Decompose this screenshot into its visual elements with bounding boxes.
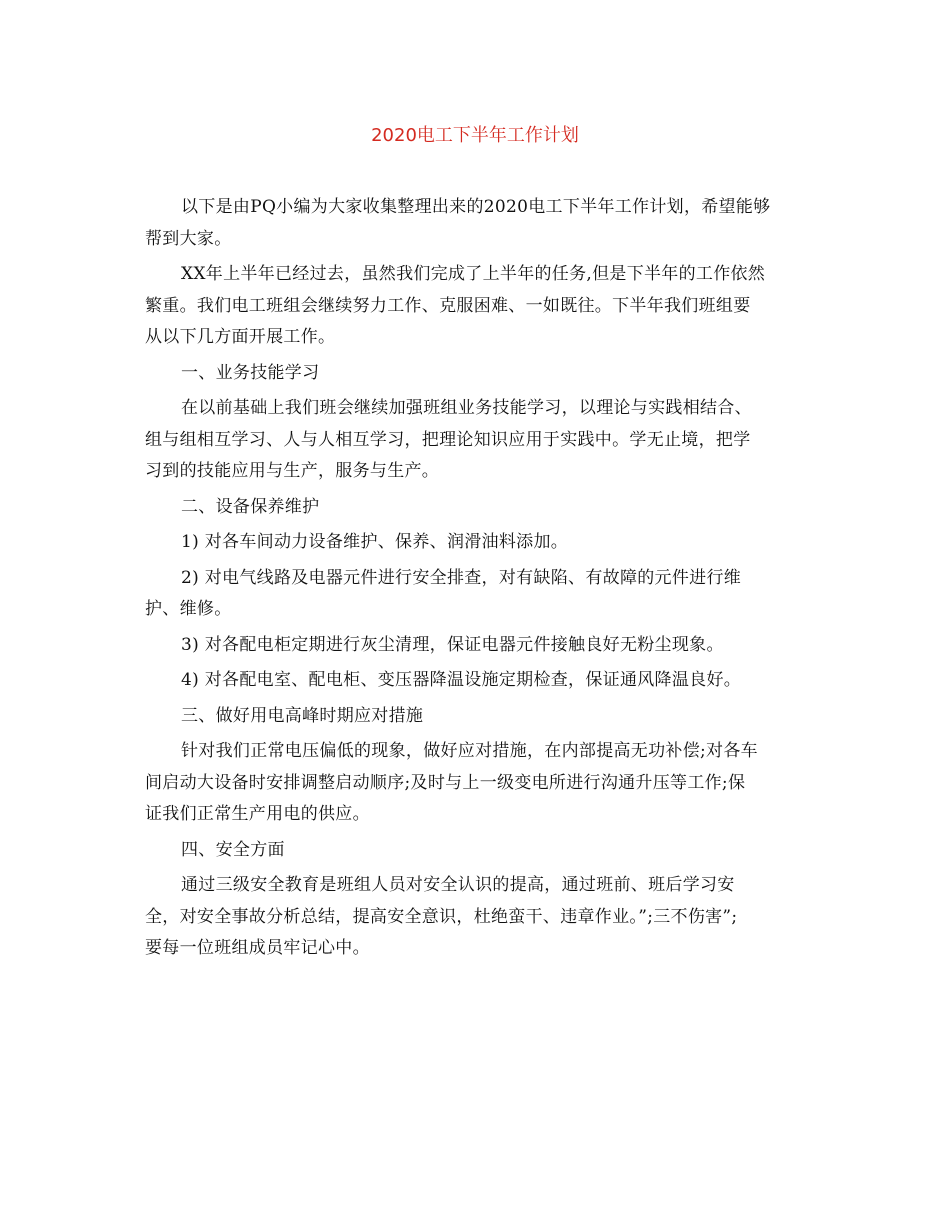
section-heading-safety: 四、安全方面 xyxy=(181,839,285,860)
paragraph-peak: 针对我们正常电压偏低的现象，做好应对措施，在内部提高无功补偿;对各车 间启动大设备时安排调整启动顺序;及时与上一级变电所进行沟通升压等工作;保 证我们正常生产用电的供应。 xyxy=(145,741,758,824)
paragraph-safety: 通过三级安全教育是班组人员对安全认识的提高，通过班前、班后学习安 全，对安全事故分析总结，提高安全意识，杜绝蛮干、违章作业。”;三不伤害”; 要每一位班组成员牢记心中。 xyxy=(145,875,738,958)
paragraph-skills: 在以前基础上我们班会继续加强班组业务技能学习，以理论与实践相结合、 组与组相互学习、人与人相互学习，把理论知识应用于实践中。学无止境，把学 习到的技能应用与生产，服务与生产。 xyxy=(145,398,752,481)
section-heading-peak: 三、做好用电高峰时期应对措施 xyxy=(181,705,424,726)
list-item-maintenance-3: 3) 对各配电柜定期进行灰尘清理，保证电器元件接触良好无粉尘现象。 xyxy=(181,634,724,655)
section-heading-skills: 一、业务技能学习 xyxy=(181,362,320,383)
list-item-maintenance-1: 1) 对各车间动力设备维护、保养、润滑油料添加。 xyxy=(181,532,569,552)
document-body xyxy=(145,192,815,965)
paragraph-overview: XX年上半年已经过去，虽然我们完成了上半年的任务,但是下半年的工作依然 繁重。我们电工班组会继续努力工作、克服困难、一如既往。下半年我们班组要 从以下几方面开展工作。 xyxy=(145,264,766,347)
paragraph-intro: 以下是由PQ小编为大家收集整理出来的2020电工下半年工作计划，希望能够 帮到大家。 xyxy=(145,197,771,249)
list-item-maintenance-2: 2) 对电气线路及电器元件进行安全排查，对有缺陷、有故障的元件进行维 护、维修。 xyxy=(145,567,742,619)
document-title: 2020电工下半年工作计划 xyxy=(371,125,579,146)
list-item-maintenance-4: 4) 对各配电室、配电柜、变压器降温设施定期检查，保证通风降温良好。 xyxy=(181,670,742,690)
section-heading-maintenance: 二、设备保养维护 xyxy=(181,496,320,517)
